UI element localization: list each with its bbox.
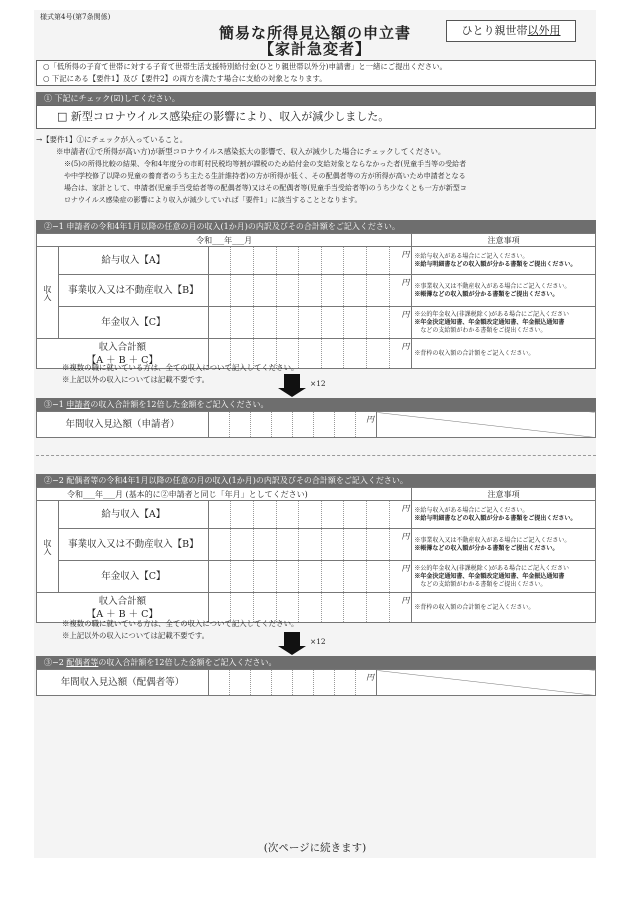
section-2-1 (36, 220, 596, 369)
spouse-annual-income-label: 年間収入見込額（配偶者等） (37, 670, 209, 696)
section-2-2-header: ②−2 配偶者等の令和4年1月以降の任意の月の収入(1か月)の内訳及びその合計額をご記入ください。 (36, 474, 596, 487)
section-1-header: ① 下記にチェック(☑)してください。 (36, 92, 596, 105)
spouse-business-income-note: ※事業収入又は不動産収入がある場合にご記入ください。 ※帳簿などの収入額が分かる書類をご提出ください。 (412, 529, 596, 561)
section-divider (36, 455, 596, 456)
month-label: 令和___年___月 (37, 234, 412, 247)
spouse-total-income-label: 収入合計額 【A ＋ B ＋ C】 (37, 593, 209, 623)
total-income-input[interactable]: 円 (208, 339, 412, 369)
spouse-salary-income-label: 給与収入【A】 (58, 501, 208, 529)
spouse-annual-income-input[interactable]: 円 (209, 670, 377, 696)
spouse-business-income-input[interactable]: 円 (208, 529, 412, 561)
footnote-other-income: ※上記以外の収入については記載不要です。 (62, 375, 210, 384)
spouse-month-label: 令和___年___月 (基本的に②申請者と同じ「年月」としてください) (37, 488, 412, 501)
total-income-label: 収入合計額 【A ＋ B ＋ C】 (37, 339, 209, 369)
section-2-1-header: ②−1 申請者の令和4年1月以降の任意の月の収入(1か月)の内訳及びその合計額をご記入ください。 (36, 220, 596, 233)
annual-income-label: 年間収入見込額（申請者） (37, 412, 209, 438)
section-3-1 (36, 398, 596, 438)
covid-checkbox-label: □ 新型コロナウイルス感染症の影響により、収入が減少しました。 (57, 110, 390, 123)
pension-income-note: ※公的年金収入(非課税除く)がある場合にご記入ください ※年金決定通知書、年金額改定通知書、年金振込通知書 などの支給額がわかる書類をご提出ください。 (412, 307, 596, 339)
spouse-salary-income-input[interactable]: 円 (208, 501, 412, 529)
multiplier-label: ×12 (310, 379, 326, 388)
spouse-income-side-label: 収入 (37, 501, 59, 593)
business-income-input[interactable]: 円 (208, 275, 412, 307)
income-side-label: 収入 (37, 247, 59, 339)
spouse-footnote-multiple-jobs: ※複数の職に就いている方は、全ての収入について記入してください。 (62, 619, 299, 628)
spouse-arrow-down-icon (278, 632, 306, 655)
section-2-2 (36, 474, 596, 623)
income-table-spouse (36, 487, 596, 623)
notes-header: 注意事項 (412, 234, 596, 247)
spouse-pension-income-label: 年金収入【C】 (58, 561, 208, 593)
arrow-down-icon (278, 374, 306, 397)
spouse-total-income-input[interactable]: 円 (208, 593, 412, 623)
form-title: 簡易な所得見込額の申立書 (218, 24, 411, 42)
continued-footer: (次ページに続きます) (263, 842, 367, 854)
annual-income-blank (377, 412, 596, 438)
pension-income-input[interactable]: 円 (208, 307, 412, 339)
salary-income-label: 給与収入【A】 (58, 247, 208, 275)
section-3-2 (36, 656, 596, 696)
form-type-tag: ひとり親世帯以外用 (446, 20, 576, 42)
footnote-multiple-jobs: ※複数の職に就いている方は、全ての収入について記入してください。 (62, 363, 299, 372)
form-subtitle: 【家計急変者】 (258, 40, 371, 58)
spouse-total-income-note: ※背枠の収入額の合計額をご記入ください。 (412, 593, 596, 623)
spouse-pension-income-note: ※公的年金収入(非課税除く)がある場合にご記入ください ※年金決定通知書、年金額改定通知書、年金振込通知書 などの支給額がわかる書類をご提出ください。 (412, 561, 596, 593)
spouse-annual-income-blank (377, 670, 596, 696)
intro-notes: ○「低所得の子育て世帯に対する子育て世帯生活支援特別給付金(ひとり親世帯以外分)申請書」と一緒にご提出ください。 ○ 下記にある【要件1】及び【要件2】の両方を満たす場合に支給の対象となります。 (36, 60, 596, 86)
annual-income-table-spouse (36, 669, 596, 696)
spouse-notes-header: 注意事項 (412, 488, 596, 501)
salary-income-note: ※給与収入がある場合にご記入ください。 ※給与明細書などの収入額が分かる書類をご提出ください。 (412, 247, 596, 275)
spouse-salary-income-note: ※給与収入がある場合にご記入ください。 ※給与明細書などの収入額が分かる書類をご提出ください。 (412, 501, 596, 529)
annual-income-input[interactable]: 円 (209, 412, 377, 438)
business-income-label: 事業収入又は不動産収入【B】 (58, 275, 208, 307)
spouse-pension-income-input[interactable]: 円 (208, 561, 412, 593)
spouse-footnote-other-income: ※上記以外の収入については記載不要です。 (62, 631, 210, 640)
pension-income-label: 年金収入【C】 (58, 307, 208, 339)
spouse-multiplier-label: ×12 (310, 637, 326, 646)
income-table-applicant (36, 233, 596, 369)
annual-income-table-applicant (36, 411, 596, 438)
section-3-2-header: ③−2 配偶者等の収入合計額を12倍した金額をご記入ください。 (36, 656, 596, 669)
spouse-business-income-label: 事業収入又は不動産収入【B】 (58, 529, 208, 561)
covid-checkbox-row[interactable] (36, 105, 596, 129)
business-income-note: ※事業収入又は不動産収入がある場合にご記入ください。 ※帳簿などの収入額が分かる書類をご提出ください。 (412, 275, 596, 307)
requirement-1: →【要件1】①にチェックが入っていること。 ※申請者(①で所得が高い方)が新型コロナウイルス感染拡大の影響で、収入が減少した場合にチェックしてください。 ※(5)の所得比較の結果、令和4年度分の市町村民税均等割が課税のため給付金の支給対象とならなかった者(児童手当等の受給者 や中学校修了以降の児童の養育者のうち主たる生計維持者)の方が所得が低く、その配偶者等の方が所得が高いため申請者となる 場合は、家計として、申請者(児童手当受給者等の配偶者等)又はその配偶者等(児童手当受給者等)のうち少なくとも一方が新型コ ロナウイルス感染症の影響により収入が減少していれば「要件1」に該当することとなります。 (36, 135, 467, 204)
salary-income-input[interactable]: 円 (208, 247, 412, 275)
total-income-note: ※背枠の収入額の合計額をご記入ください。 (412, 339, 596, 369)
section-1 (36, 92, 596, 129)
section-3-1-header: ③−1 申請者の収入合計額を12倍した金額をご記入ください。 (36, 398, 596, 411)
form-number: 様式第4号(第7条関係) (40, 13, 111, 21)
